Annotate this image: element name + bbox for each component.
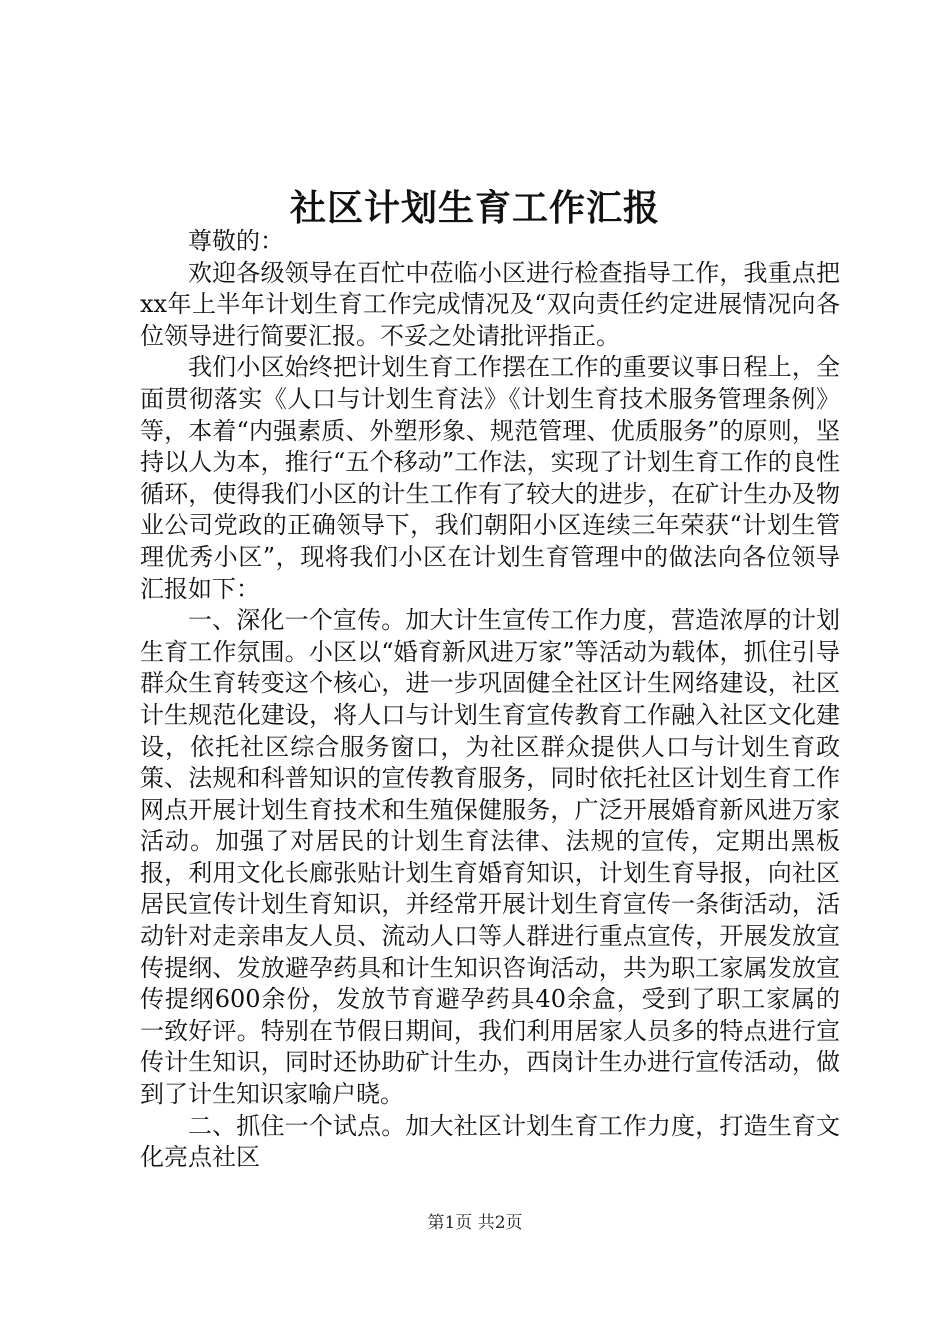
paragraph-overview: 我们小区始终把计划生育工作摆在工作的重要议事日程上，全面贯彻落实《人口与计划生育法》《计划生育技术服务管理条例》等，本着“内强素质、外塑形象、规范管理、优质服务”的原则，坚持以人为本，推行“五个移动”工作法，实现了计划生育工作的良性循环，使得我们小区的计生工作有了较大的进步，在矿计生办及物业公司党政的正确领导下，我们朝阳小区连续三年荣获“计划生管理优秀小区”，现将我们小区在计划生育管理中的做法向各位领导汇报如下： [140, 353, 840, 603]
paragraph-section-1: 一、深化一个宣传。加大计生宣传工作力度，营造浓厚的计划生育工作氛围。小区以“婚育新风进万家”等活动为载体，抓住引导群众生育转变这个核心，进一步巩固健全社区计生网络建设，社区计生规范化建设，将人口与计划生育宣传教育工作融入社区文化建设，依托社区综合服务窗口，为社区群众提供人口与计划生育政策、法规和科普知识的宣传教育服务，同时依托社区计划生育工作网点开展计划生育技术和生殖保健服务，广泛开展婚育新风进万家活动。加强了对居民的计划生育法律、法规的宣传，定期出黑板报，利用文化长廊张贴计划生育婚育知识，计划生育导报，向社区居民宣传计划生育知识，并经常开展计划生育宣传一条街活动，活动针对走亲串友人员、流动人口等人群进行重点宣传，开展发放宣传提纲、发放避孕药具和计生知识咨询活动，共为职工家属发放宣传提纲600余份，发放节育避孕药具40余盒，受到了职工家属的一致好评。特别在节假日期间，我们利用居家人员多的特点进行宣传计生知识，同时还协助矿计生办，西岗计生办进行宣传活动，做到了计生知识家喻户晓。 [140, 606, 840, 1109]
document-body [140, 226, 840, 1174]
page-number-footer: 第1页 共2页 [427, 1213, 523, 1233]
document-title: 社区计划生育工作汇报 [289, 187, 660, 229]
salutation: 尊敬的： [188, 227, 284, 255]
paragraph-intro: 欢迎各级领导在百忙中莅临小区进行检查指导工作，我重点把xx年上半年计划生育工作完成情况及“双向责任约定进展情况向各位领导进行简要汇报。不妥之处请批评指正。 [140, 258, 840, 350]
paragraph-section-2: 二、抓住一个试点。加大社区计划生育工作力度，打造生育文化亮点社区 [140, 1111, 840, 1172]
